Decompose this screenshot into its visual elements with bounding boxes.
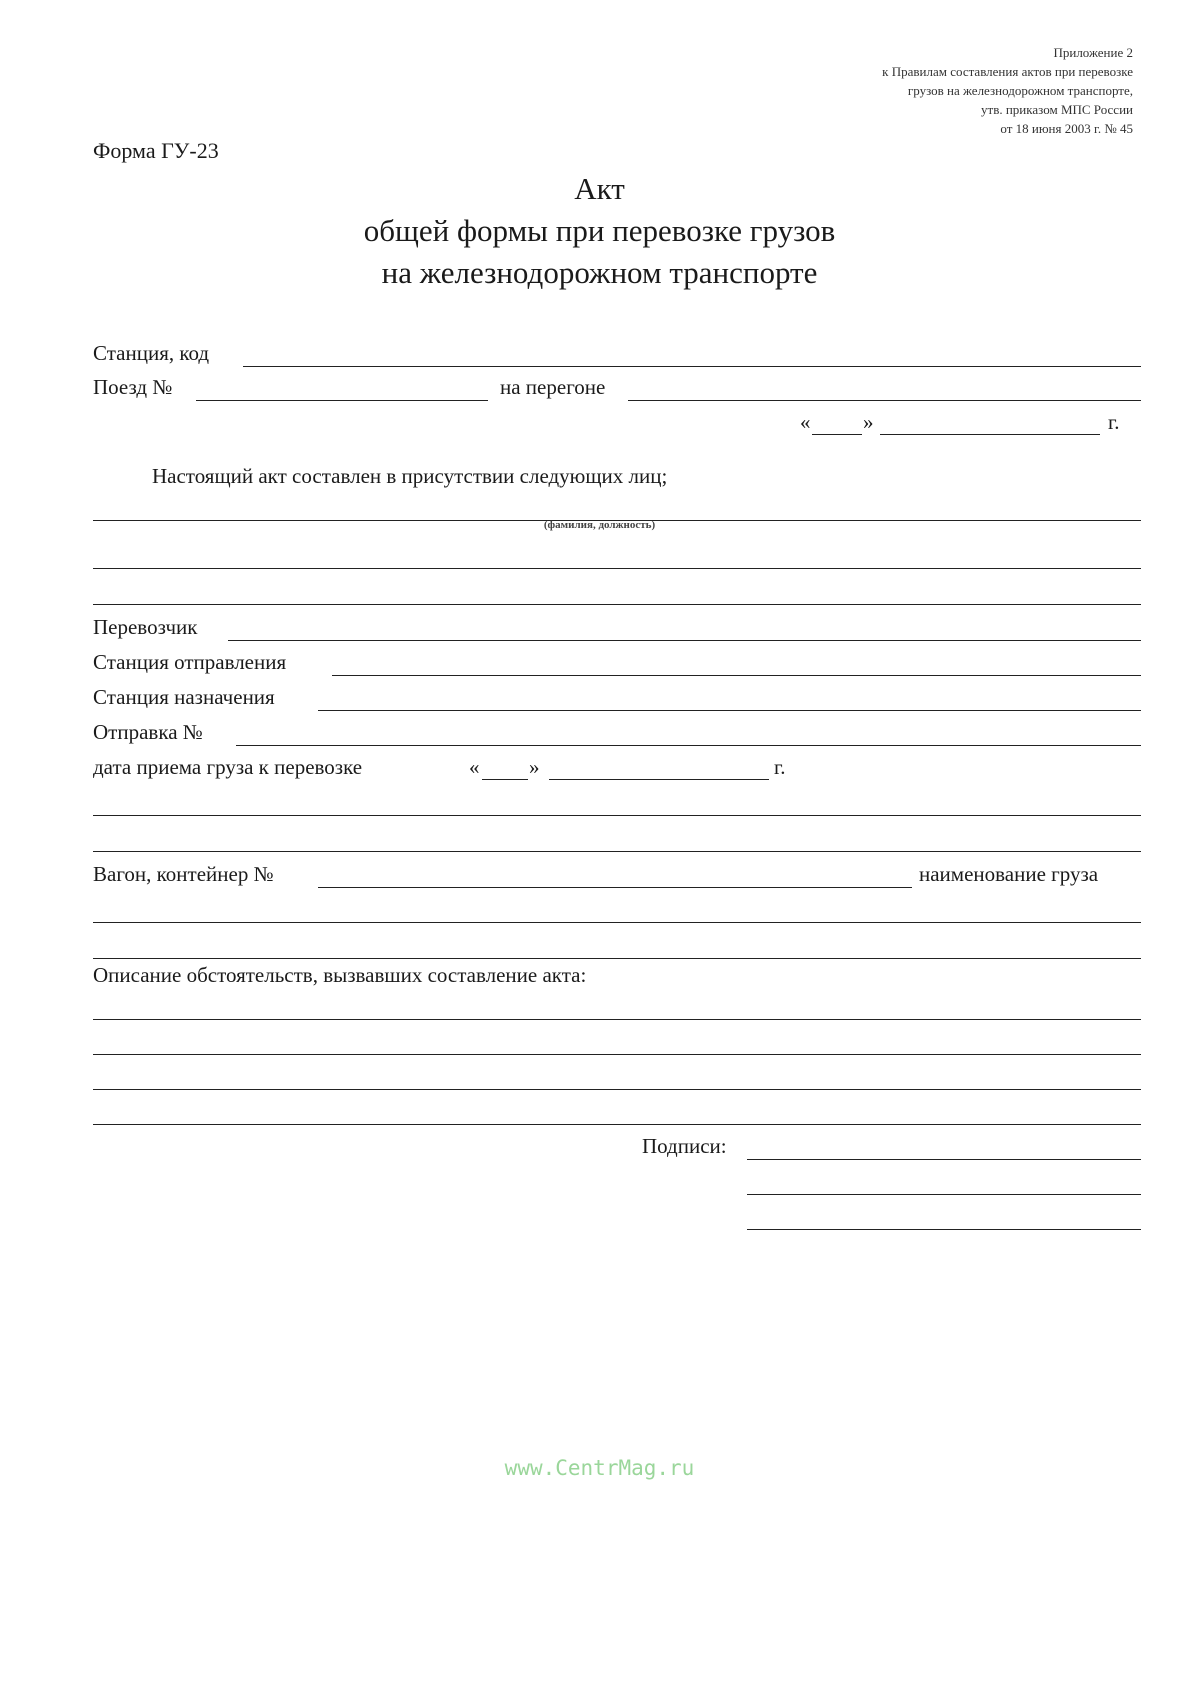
document-title	[0, 168, 1199, 294]
wagon-container-label: Вагон, контейнер №	[93, 862, 274, 886]
title-line: на железнодорожном транспорте	[381, 255, 818, 290]
signatures-label: Подписи:	[642, 1134, 727, 1158]
appendix-line: Приложение 2	[1053, 45, 1133, 60]
date-quote-close: »	[863, 410, 874, 434]
destination-station-field[interactable]	[318, 710, 1141, 711]
carrier-label: Перевозчик	[93, 615, 198, 639]
circumstances-field[interactable]	[93, 1124, 1141, 1125]
departure-station-field[interactable]	[332, 675, 1141, 676]
persons-caption: (фамилия, должность)	[543, 519, 656, 531]
acceptance-quote-open: «	[469, 755, 480, 779]
circumstances-field[interactable]	[93, 1089, 1141, 1090]
carrier-field[interactable]	[228, 640, 1141, 641]
appendix-note	[882, 43, 1133, 138]
cargo-name-field[interactable]	[93, 922, 1141, 923]
watermark: www.CentrMag.ru	[504, 1456, 695, 1480]
date-quote-open: «	[800, 410, 811, 434]
circumstances-field[interactable]	[93, 1019, 1141, 1020]
persons-field[interactable]	[93, 568, 1141, 569]
cargo-name-field[interactable]	[93, 958, 1141, 959]
appendix-line: от 18 июня 2003 г. № 45	[1000, 121, 1133, 136]
signature-field[interactable]	[747, 1159, 1141, 1160]
circumstances-field[interactable]	[93, 1054, 1141, 1055]
signature-field[interactable]	[747, 1229, 1141, 1230]
wagon-container-field[interactable]	[318, 887, 912, 888]
signature-field[interactable]	[747, 1194, 1141, 1195]
appendix-line: грузов на железнодорожном транспорте,	[907, 83, 1133, 98]
shipment-no-label: Отправка №	[93, 720, 203, 744]
destination-station-label: Станция назначения	[93, 685, 275, 709]
date-month-field[interactable]	[880, 434, 1100, 435]
station-code-label: Станция, код	[93, 341, 210, 365]
blank-line[interactable]	[93, 815, 1141, 816]
date-year-suffix: г.	[1108, 410, 1120, 434]
appendix-line: к Правилам составления актов при перевозке	[882, 64, 1133, 79]
shipment-no-field[interactable]	[236, 745, 1141, 746]
title-line: общей формы при перевозке грузов	[363, 213, 836, 248]
form-code: Форма ГУ-23	[93, 138, 219, 163]
train-no-field[interactable]	[196, 400, 488, 401]
present-persons-label: Настоящий акт составлен в присутствии следующих лиц;	[152, 464, 668, 488]
persons-field[interactable]	[93, 604, 1141, 605]
departure-station-label: Станция отправления	[93, 650, 287, 674]
date-day-field[interactable]	[812, 434, 862, 435]
blank-line[interactable]	[93, 851, 1141, 852]
train-no-label: Поезд №	[93, 375, 173, 399]
circumstances-label: Описание обстоятельств, вызвавших составление акта:	[93, 963, 587, 987]
station-code-field[interactable]	[243, 366, 1141, 367]
cargo-name-label: наименование груза	[919, 862, 1099, 886]
on-stretch-label: на перегоне	[500, 375, 606, 399]
on-stretch-field[interactable]	[628, 400, 1141, 401]
acceptance-month-field[interactable]	[549, 779, 769, 780]
acceptance-date-label: дата приема груза к перевозке	[93, 755, 363, 779]
acceptance-day-field[interactable]	[482, 779, 528, 780]
acceptance-year-suffix: г.	[774, 755, 786, 779]
title-line: Акт	[574, 171, 625, 206]
acceptance-quote-close: »	[529, 755, 540, 779]
appendix-line: утв. приказом МПС России	[981, 102, 1133, 117]
